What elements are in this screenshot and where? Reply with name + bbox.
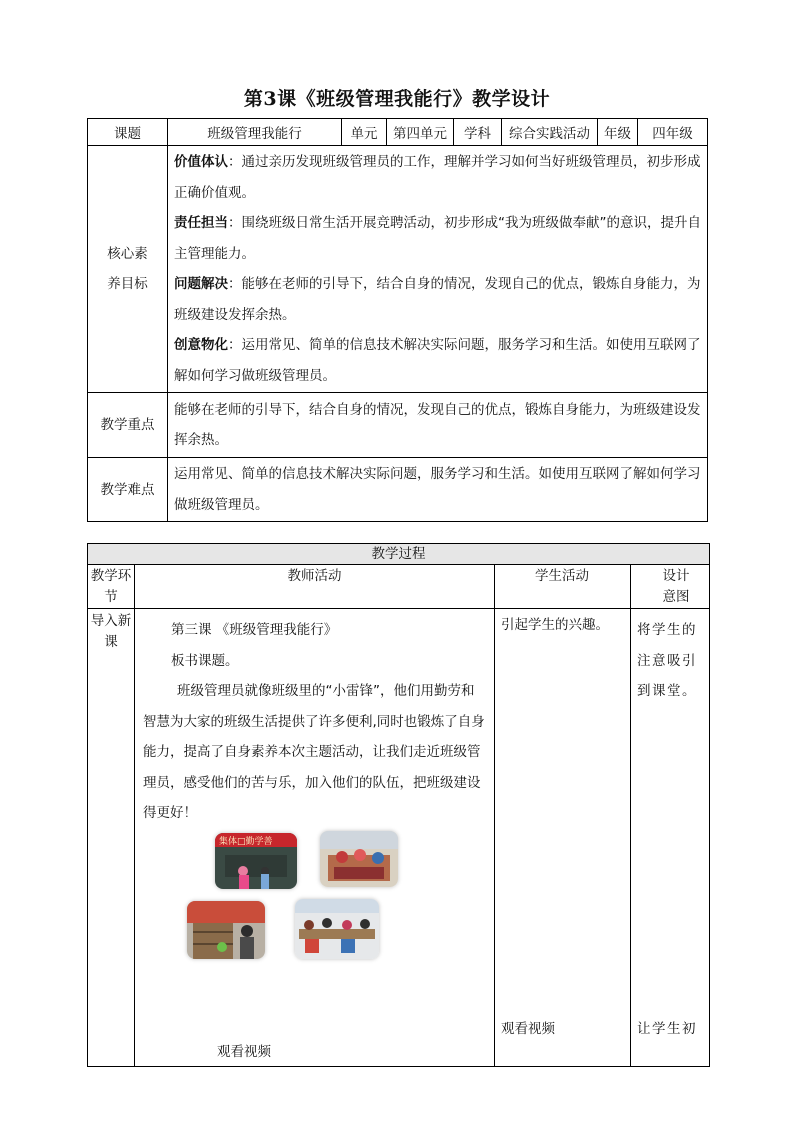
lesson-info-table xyxy=(87,118,708,522)
process-band: 教学过程 xyxy=(88,544,710,565)
photo-banner-text: 集体□勤学善 xyxy=(219,836,273,847)
goal-item: 价值体认：通过亲历发现班级管理员的工作，理解并学习如何当好班级管理员，初步形成正确价值观。 xyxy=(174,154,701,201)
difficulty-row xyxy=(88,458,708,522)
design-intent-1: 将学生的注意吸引到课堂。 xyxy=(637,622,697,699)
goal-item: 责任担当：围绕班级日常生活开展竞聘活动，初步形成“我为班级做奉献”的意识，提升自主管理能力。 xyxy=(174,215,701,262)
key-point-row xyxy=(88,393,708,458)
core-label-line1: 核心素 xyxy=(107,246,148,262)
goal-term: 问题解决 xyxy=(174,276,228,292)
goal-text: 运用常见、简单的信息技术解决实际问题，服务学习和生活。如使用互联网了解如何学习做班级管理员。 xyxy=(174,337,701,384)
grade-value: 四年级 xyxy=(638,119,708,146)
teacher-video-text: 观看视频 xyxy=(217,1044,271,1060)
goal-item: 创意物化：运用常见、简单的信息技术解决实际问题，服务学习和生活。如使用互联网了解如何学习做班级管理员。 xyxy=(174,337,701,384)
key-point-text: 能够在老师的引导下，结合自身的情况，发现自己的优点，锻炼自身能力，为班级建设发挥余热。 xyxy=(168,393,708,458)
process-band-row xyxy=(88,544,710,565)
goal-term: 责任担当 xyxy=(174,215,228,231)
photo-collage xyxy=(135,831,494,981)
design-intent-2: 让学生初 xyxy=(637,1021,697,1037)
teacher-text xyxy=(135,609,494,829)
process-header-row xyxy=(88,565,710,609)
goal-text: 围绕班级日常生活开展竞聘活动，初步形成“我为班级做奉献”的意识，提升自主管理能力。 xyxy=(174,215,701,262)
difficulty-text: 运用常见、简单的信息技术解决实际问题，服务学习和生活。如使用互联网了解如何学习做班级管理员。 xyxy=(168,458,708,522)
col-design: 设计意图 xyxy=(631,565,710,609)
goal-text: 能够在老师的引导下，结合自身的情况，发现自己的优点，锻炼自身能力，为班级建设发挥余热。 xyxy=(174,276,701,323)
col-stage: 教学环节 xyxy=(88,565,135,609)
topic-label: 课题 xyxy=(88,119,168,146)
subject-label: 学科 xyxy=(454,119,502,146)
photo-classroom-board xyxy=(215,833,297,889)
process-table xyxy=(87,543,710,1067)
goal-term: 价值体认 xyxy=(174,154,228,170)
core-goals-row xyxy=(88,146,708,393)
photo-students-desks xyxy=(295,899,379,959)
stage-intro: 导入新课 xyxy=(88,609,135,1067)
process-intro-row xyxy=(88,609,710,1067)
intro-paragraph: 班级管理员就像班级里的“小雷锋”，他们用勤劳和智慧为大家的班级生活提供了许多便利,同时也锻炼了自身能力，提高了自身素养本次主题活动，让我们走近班级管理员，感受他们的苦与乐，加入他们的队伍，把班级建设得更好！ xyxy=(143,683,485,821)
document-title: 第3课《班级管理我能行》教学设计 xyxy=(243,88,551,110)
goal-text: 通过亲历发现班级管理员的工作，理解并学习如何当好班级管理员，初步形成正确价值观。 xyxy=(174,154,701,201)
core-goals-label xyxy=(88,146,168,393)
student-activity-2: 观看视频 xyxy=(501,1021,555,1037)
goal-item: 问题解决：能够在老师的引导下，结合自身的情况，发现自己的优点，锻炼自身能力，为班级建设发挥余热。 xyxy=(174,276,701,323)
difficulty-label: 教学难点 xyxy=(88,458,168,522)
info-row xyxy=(88,119,708,146)
teacher-activity xyxy=(135,609,495,1067)
design-intent xyxy=(631,609,710,1067)
goal-term: 创意物化 xyxy=(174,337,228,353)
grade-label: 年级 xyxy=(598,119,638,146)
photo-classroom-group xyxy=(320,831,398,887)
key-point-label: 教学重点 xyxy=(88,393,168,458)
col-student: 学生活动 xyxy=(495,565,631,609)
subject-value: 综合实践活动 xyxy=(502,119,598,146)
board-title-line: 板书课题。 xyxy=(171,652,239,669)
student-activity xyxy=(495,609,631,1067)
lesson-title-line: 第三课 《班级管理我能行》 xyxy=(171,622,338,638)
student-activity-1: 引起学生的兴趣。 xyxy=(501,617,609,633)
unit-value: 第四单元 xyxy=(387,119,454,146)
col-teacher: 教师活动 xyxy=(135,565,495,609)
core-goals-content xyxy=(168,146,708,393)
topic-value: 班级管理我能行 xyxy=(168,119,342,146)
unit-label: 单元 xyxy=(342,119,387,146)
photo-class-cabinet xyxy=(187,901,265,959)
core-label-line2: 养目标 xyxy=(107,276,148,292)
